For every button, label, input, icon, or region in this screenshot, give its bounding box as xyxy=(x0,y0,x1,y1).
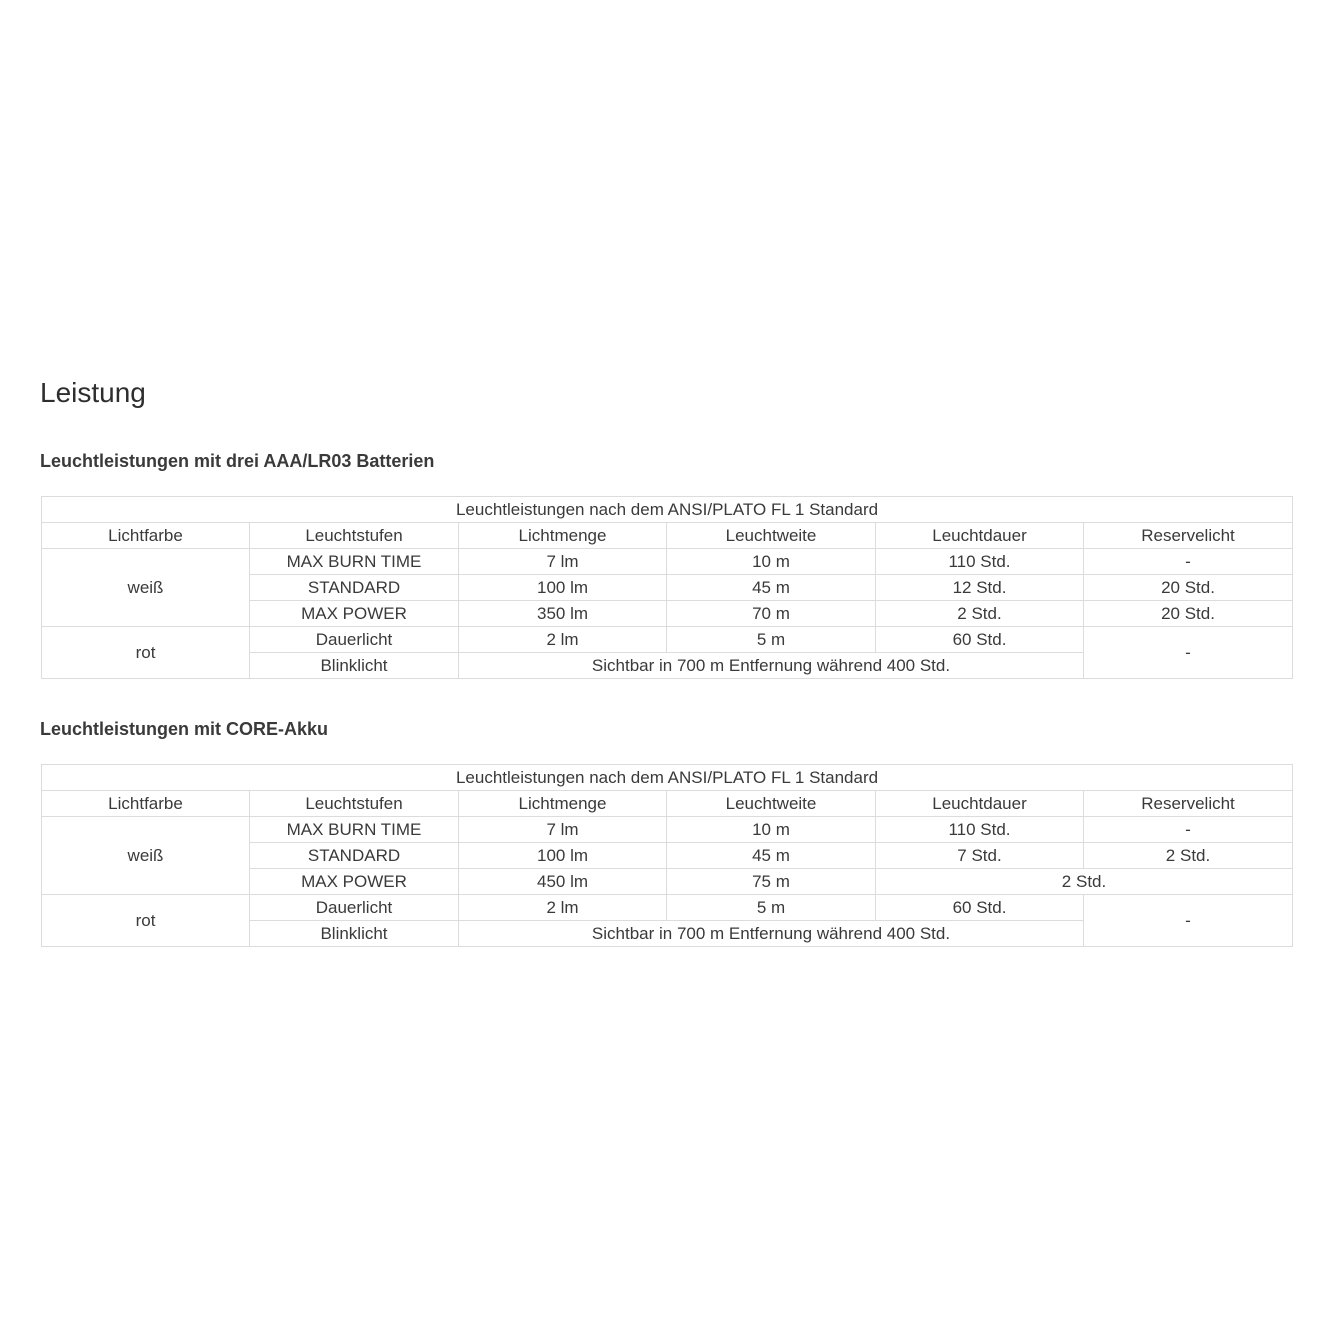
lumen-cell: 450 lm xyxy=(459,869,667,895)
range-cell: 10 m xyxy=(667,549,876,575)
level-cell: STANDARD xyxy=(250,575,459,601)
page-title: Leistung xyxy=(40,377,146,408)
light-color-cell: weiß xyxy=(42,817,250,895)
reserve-cell: 2 Std. xyxy=(1084,843,1293,869)
duration-cell: 60 Std. xyxy=(876,895,1084,921)
column-header: Leuchtweite xyxy=(667,791,876,817)
level-cell: Blinklicht xyxy=(250,653,459,679)
range-cell: 5 m xyxy=(667,627,876,653)
lumen-cell: 2 lm xyxy=(459,627,667,653)
range-cell: 45 m xyxy=(667,843,876,869)
table-caption: Leuchtleistungen nach dem ANSI/PLATO FL 1 Standard xyxy=(42,497,1293,523)
duration-cell: 110 Std. xyxy=(876,817,1084,843)
reserve-cell: 20 Std. xyxy=(1084,575,1293,601)
column-header: Lichtfarbe xyxy=(42,791,250,817)
reserve-cell: 20 Std. xyxy=(1084,601,1293,627)
range-cell: 70 m xyxy=(667,601,876,627)
lumen-cell: 350 lm xyxy=(459,601,667,627)
range-cell: 45 m xyxy=(667,575,876,601)
blink-note-cell: Sichtbar in 700 m Entfernung während 400 Std. xyxy=(459,921,1084,947)
reserve-cell: - xyxy=(1084,627,1293,679)
table-caption-row xyxy=(42,497,1293,523)
blink-note-cell: Sichtbar in 700 m Entfernung während 400 Std. xyxy=(459,653,1084,679)
reserve-cell: - xyxy=(1084,895,1293,947)
range-cell: 5 m xyxy=(667,895,876,921)
range-cell: 10 m xyxy=(667,817,876,843)
level-cell: Dauerlicht xyxy=(250,627,459,653)
column-header: Leuchtweite xyxy=(667,523,876,549)
level-cell: MAX POWER xyxy=(250,601,459,627)
duration-cell: 60 Std. xyxy=(876,627,1084,653)
table-row xyxy=(42,895,1293,921)
column-header: Reservelicht xyxy=(1084,791,1293,817)
table-row xyxy=(42,627,1293,653)
performance-table-batteries xyxy=(41,496,1293,679)
lumen-cell: 100 lm xyxy=(459,575,667,601)
duration-cell: 110 Std. xyxy=(876,549,1084,575)
level-cell: MAX POWER xyxy=(250,869,459,895)
level-cell: MAX BURN TIME xyxy=(250,817,459,843)
table-row xyxy=(42,549,1293,575)
table-row xyxy=(42,817,1293,843)
level-cell: MAX BURN TIME xyxy=(250,549,459,575)
column-header: Leuchtdauer xyxy=(876,523,1084,549)
column-header: Lichtmenge xyxy=(459,791,667,817)
table-caption: Leuchtleistungen nach dem ANSI/PLATO FL 1 Standard xyxy=(42,765,1293,791)
duration-cell: 2 Std. xyxy=(876,601,1084,627)
level-cell: STANDARD xyxy=(250,843,459,869)
column-header: Reservelicht xyxy=(1084,523,1293,549)
lumen-cell: 100 lm xyxy=(459,843,667,869)
column-header: Lichtmenge xyxy=(459,523,667,549)
level-cell: Blinklicht xyxy=(250,921,459,947)
column-header: Lichtfarbe xyxy=(42,523,250,549)
light-color-cell: rot xyxy=(42,627,250,679)
range-cell: 75 m xyxy=(667,869,876,895)
table-header-row xyxy=(42,523,1293,549)
column-header: Leuchtstufen xyxy=(250,791,459,817)
reserve-cell: - xyxy=(1084,549,1293,575)
duration-cell: 12 Std. xyxy=(876,575,1084,601)
table-header-row xyxy=(42,791,1293,817)
table-caption-row xyxy=(42,765,1293,791)
lumen-cell: 2 lm xyxy=(459,895,667,921)
light-color-cell: weiß xyxy=(42,549,250,627)
column-header: Leuchtstufen xyxy=(250,523,459,549)
duration-cell: 7 Std. xyxy=(876,843,1084,869)
reserve-cell: - xyxy=(1084,817,1293,843)
level-cell: Dauerlicht xyxy=(250,895,459,921)
duration-reserve-cell: 2 Std. xyxy=(876,869,1293,895)
column-header: Leuchtdauer xyxy=(876,791,1084,817)
section-title-batteries: Leuchtleistungen mit drei AAA/LR03 Batterien xyxy=(40,451,435,471)
lumen-cell: 7 lm xyxy=(459,549,667,575)
performance-table-core-akku xyxy=(41,764,1293,947)
section-title-core-akku: Leuchtleistungen mit CORE-Akku xyxy=(40,719,329,739)
lumen-cell: 7 lm xyxy=(459,817,667,843)
light-color-cell: rot xyxy=(42,895,250,947)
